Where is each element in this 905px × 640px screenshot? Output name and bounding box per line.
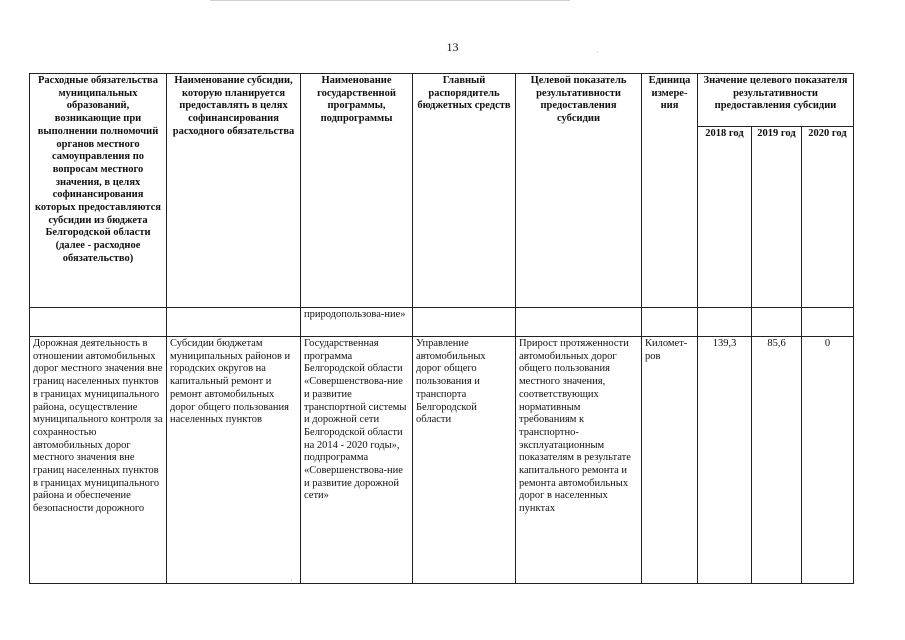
- header-year-2020: 2020 год: [802, 127, 854, 308]
- cell-subsidy: Субсидии бюджетам муниципальных районов и городских округов на капитальный ремонт и ремонт автомобильных дорог общего пользования населенных пунктов: [167, 337, 301, 584]
- header-program: Наименование государственной программы, подпрограммы: [301, 74, 413, 308]
- cell-obligation: Дорожная деятельность в отношении автомобильных дорог местного значения вне границ населенных пунктов в границах муниципального района, осуществление муниципального контроля за сохранностью автомобильных дорог местного значения вне границ населенных пунктов в границах муниципального района и обеспечение безопасности дорожного: [30, 337, 167, 584]
- cell-value-2019: 85,6: [752, 337, 802, 584]
- header-unit: Единица измере-ния: [642, 74, 698, 308]
- cell: [802, 308, 854, 337]
- page-number: 13: [446, 40, 459, 54]
- header-row: [30, 74, 854, 127]
- cell-target-indicator: Прирост протяженности автомобильных дорог общего пользования местного значения, соответствующих нормативным требованиям к транспортно-эксплуатационным показателям в результате капитального ремонта и ремонта автомобильных дорог в населенных пунктах: [516, 337, 642, 584]
- header-year-2019: 2019 год: [752, 127, 802, 308]
- cell-program: Государственная программа Белгородской области «Совершенствова-ние и развитие транспортной системы и дорожной сети Белгородской области на 2014 - 2020 годы», подпрограмма «Совершенствова-ние и развитие дорожной сети»: [301, 337, 413, 584]
- cell: [30, 308, 167, 337]
- cell-unit: Километ-ров: [642, 337, 698, 584]
- cell: [642, 308, 698, 337]
- cell: [167, 308, 301, 337]
- continuation-program-text: природопользова-ние»: [301, 308, 413, 337]
- header-budget-manager: Главный распорядитель бюджетных средств: [413, 74, 516, 308]
- scan-artifact-line: [210, 0, 570, 3]
- cell: [413, 308, 516, 337]
- table-row: [30, 337, 854, 584]
- cell: [752, 308, 802, 337]
- cell: [516, 308, 642, 337]
- cell-value-2020: 0: [802, 337, 854, 584]
- header-subsidy-name: Наименование субсидии, которую планируется предоставлять в целях софинансирования расходного обязательства: [167, 74, 301, 308]
- continuation-row: [30, 308, 854, 337]
- header-target-indicator: Целевой показатель результативности предоставления субсидии: [516, 74, 642, 308]
- cell: [698, 308, 752, 337]
- header-obligations: Расходные обязательства муниципальных образований, возникающие при выполнении полномочий органов местного самоуправления по вопросам местного значения, в целях софинансирования которых предоставляются субсидии из бюджета Белгородской области (далее - расходное обязательство): [30, 74, 167, 308]
- scan-speck: ·: [640, 234, 643, 243]
- header-indicator-value-group: Значение целевого показателя результативности предоставления субсидии: [698, 74, 854, 127]
- scan-speck: ·: [596, 48, 599, 57]
- header-year-2018: 2018 год: [698, 127, 752, 308]
- subsidy-table: [29, 73, 854, 584]
- cell-budget-manager: Управление автомобильных дорог общего пользования и транспорта Белгородской области: [413, 337, 516, 584]
- scan-speck: ·: [290, 576, 293, 585]
- cell-value-2018: 139,3: [698, 337, 752, 584]
